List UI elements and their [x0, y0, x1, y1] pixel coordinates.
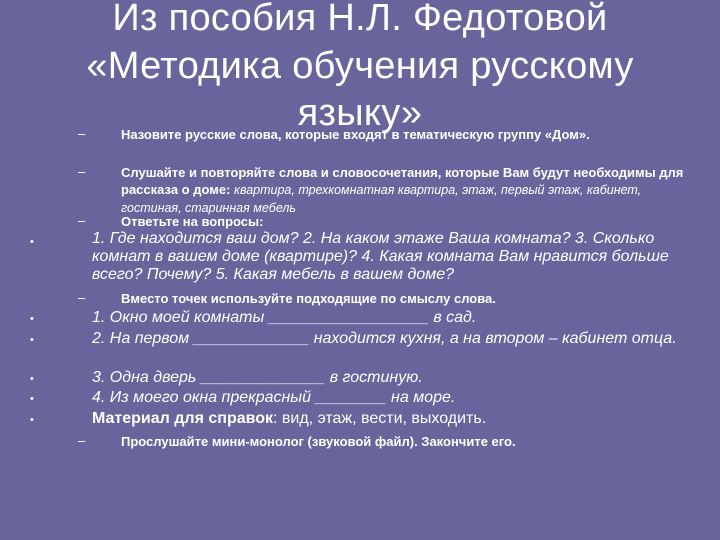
- title-line-3: языку»: [297, 92, 423, 134]
- dash-marker: –: [78, 290, 86, 305]
- task-text-4: Вместо точек используйте подходящие по смыслу слова.: [121, 291, 496, 306]
- task-text-2: [121, 164, 696, 217]
- bullet-marker: •: [30, 334, 34, 346]
- questions-text: 1. Где находится ваш дом? 2. На каком этаже Ваша комната? 3. Сколько комнат в вашем доме (квартире)? 4. Какая комната Вам нравится больше всего? Почему? 5. Какая мебель в вашем доме?: [92, 230, 669, 283]
- reference-material-label: Материал для справок: [92, 410, 274, 427]
- dash-marker: –: [78, 433, 86, 448]
- task-text-5: Прослушайте мини-монолог (звуковой файл). Закончите его.: [121, 434, 516, 449]
- dash-marker: –: [78, 164, 86, 179]
- vocabulary-words: квартира, трехкомнатная квартира, этаж, первый этаж, кабинет, гостиная, старинная мебель: [121, 183, 642, 215]
- task-text-3: Ответьте на вопросы:: [121, 214, 264, 229]
- exercise-sentence-3: 3. Одна дверь ______________ в гостиную.: [92, 369, 423, 386]
- task-text-2-lead: Слушайте и повторяйте слова и словосочетания, которые Вам будут необходимы для рассказа о доме:: [121, 165, 684, 197]
- dash-marker: –: [78, 213, 86, 228]
- bullet-marker: •: [30, 393, 34, 405]
- reference-material-words: : вид, этаж, вести, выходить.: [273, 410, 487, 427]
- task-text-1: Назовите русские слова, которые входят в тематическую группу «Дом».: [121, 127, 590, 142]
- exercise-sentence-2: 2. На первом _____________ находится кухня, а на втором – кабинет отца.: [92, 330, 677, 347]
- title-line-2: «Методика обучения русскому: [86, 45, 634, 87]
- bullet-marker: •: [30, 373, 34, 385]
- bullet-marker: •: [30, 236, 34, 248]
- bullet-marker: •: [30, 313, 34, 325]
- exercise-sentence-4: 4. Из моего окна прекрасный ________ на море.: [92, 389, 456, 406]
- title-line-1: Из пособия Н.Л. Федотовой: [112, 0, 608, 39]
- bullet-marker: •: [30, 414, 34, 426]
- reference-material: [92, 410, 682, 428]
- exercise-sentence-1: 1. Окно моей комнаты __________________ в сад.: [92, 309, 477, 326]
- dash-marker: –: [78, 126, 86, 141]
